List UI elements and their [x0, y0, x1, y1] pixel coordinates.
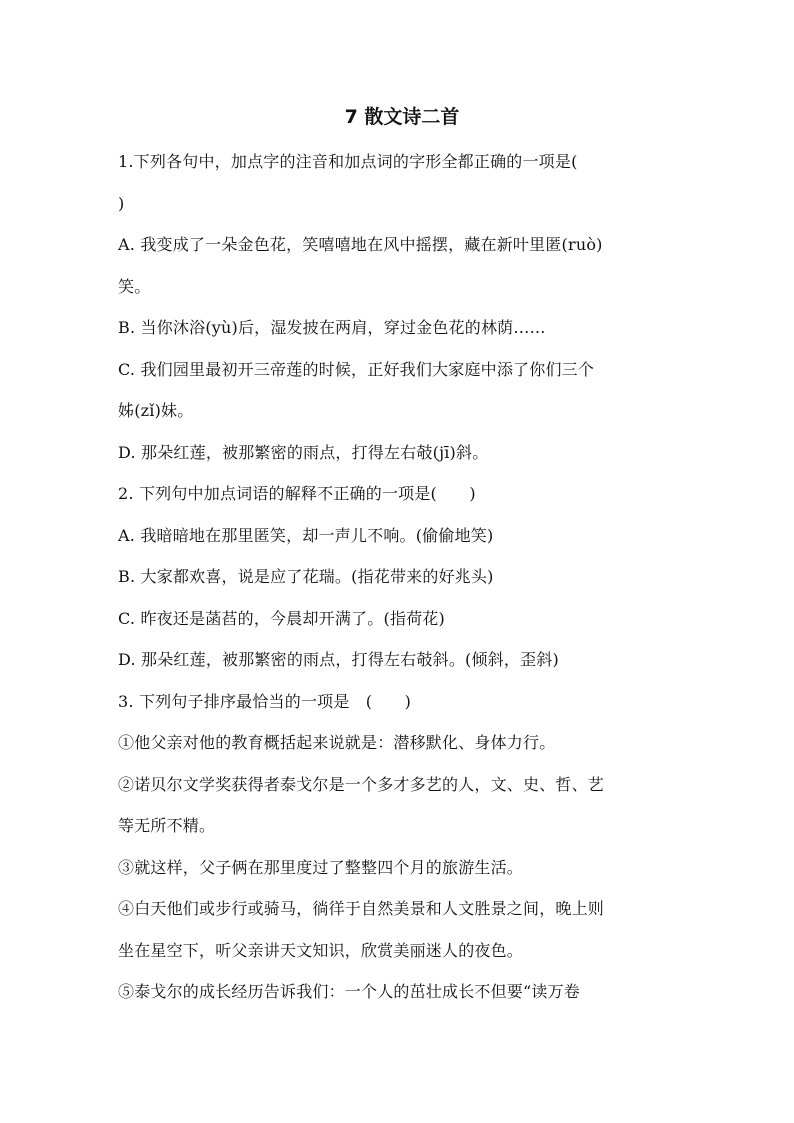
- text-line: 坐在星空下，听父亲讲天文知识，欣赏美丽迷人的夜色。: [118, 940, 524, 960]
- text-line: D. 那朵红莲，被那繁密的雨点，打得左右攲(jī)斜。: [118, 442, 489, 462]
- text-line: ): [118, 193, 125, 213]
- question-text-block: [118, 141, 686, 1013]
- text-line: 2. 下列句中加点词语的解释不正确的一项是( ): [118, 484, 476, 503]
- text-line: ⑤泰戈尔的成长经历告诉我们：一个人的茁壮成长不但要“读万卷: [118, 982, 580, 1001]
- text-line: ①他父亲对他的教育概括起来说就是：潜移默化、身体力行。: [118, 733, 556, 752]
- text-line: 1.下列各句中，加点字的注音和加点词的字形全都正确的一项是(: [118, 152, 578, 171]
- text-line: 3. 下列句子排序最恰当的一项是 ( ): [118, 691, 412, 711]
- text-line: A. 我暗暗地在那里匿笑，却一声儿不响。(偷偷地笑): [118, 525, 494, 545]
- text-line: C. 我们园里最初开三帝莲的时候，正好我们大家庭中添了你们三个: [118, 359, 595, 379]
- text-line: A. 我变成了一朵金色花，笑嘻嘻地在风中摇摆，藏在新叶里匿(ruò): [118, 235, 603, 254]
- page-title: 7 散文诗二首: [344, 106, 460, 128]
- text-line: ③就这样，父子俩在那里度过了整整四个月的旅游生活。: [118, 857, 524, 877]
- text-line: B. 当你沐浴(yù)后，湿发披在两肩，穿过金色花的林荫……: [118, 318, 546, 337]
- text-line: ④白天他们或步行或骑马，徜徉于自然美景和人文胜景之间，晚上则: [118, 899, 605, 918]
- text-line: B. 大家都欢喜，说是应了花瑞。(指花带来的好兆头): [118, 567, 494, 586]
- text-line: D. 那朵红莲，被那繁密的雨点，打得左右攲斜。(倾斜，歪斜): [118, 650, 559, 669]
- text-line: ②诺贝尔文学奖获得者泰戈尔是一个多才多艺的人，文、史、哲、艺: [118, 774, 605, 794]
- text-line: 笑。: [118, 276, 151, 296]
- text-line: 姊(zǐ)妹。: [118, 401, 194, 420]
- text-line: C. 昨夜还是菡萏的，今晨却开满了。(指荷花): [118, 608, 445, 628]
- text-line: 等无所不精。: [118, 816, 216, 835]
